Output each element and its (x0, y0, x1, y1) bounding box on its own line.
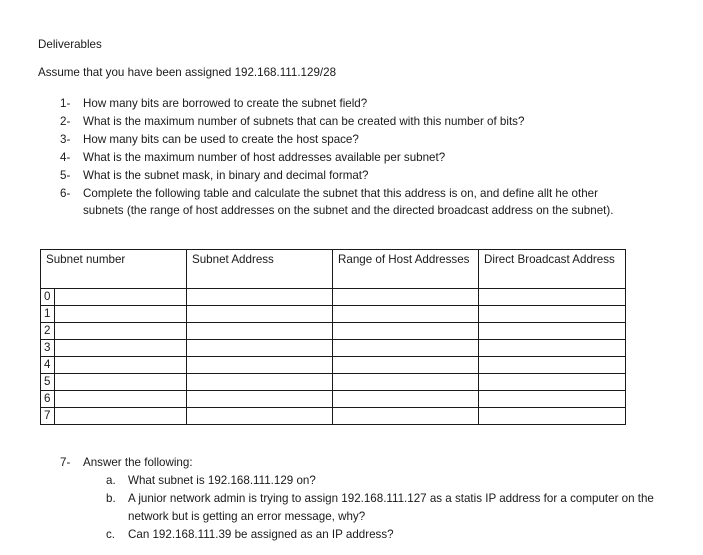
subnet-address-cell[interactable] (187, 289, 333, 306)
host-range-cell[interactable] (333, 289, 479, 306)
sub-question-letter: c. (106, 528, 116, 541)
subnet-address-cell[interactable] (187, 323, 333, 340)
subnet-address-cell[interactable] (187, 391, 333, 408)
host-range-cell[interactable] (333, 340, 479, 357)
question-list (60, 95, 640, 219)
question-7-section (60, 454, 660, 544)
question-item (60, 185, 640, 219)
sub-question-letter: a. (106, 474, 116, 487)
subnet-number-cell[interactable] (41, 408, 187, 425)
question-text: Complete the following table and calculate the subnet that this address is on, and define allt he other subnets (the range of host addresses on the subnet and the directed broadcast address on the subnet). (83, 187, 614, 217)
sub-question-item (106, 526, 660, 544)
question-item (60, 454, 660, 472)
column-header-host-range: Range of Host Addresses (333, 250, 479, 289)
table-row (41, 323, 626, 340)
subnet-index: 4 (41, 357, 55, 373)
subnet-number-cell[interactable] (41, 340, 187, 357)
subnet-index: 0 (41, 289, 55, 305)
broadcast-address-cell[interactable] (479, 374, 626, 391)
question-number: 6- (60, 187, 71, 200)
host-range-cell[interactable] (333, 306, 479, 323)
question-number: 2- (60, 115, 71, 128)
subnet-number-cell[interactable] (41, 391, 187, 408)
table-row (41, 306, 626, 323)
sub-question-item (106, 472, 660, 490)
table-row (41, 357, 626, 374)
table-header-row (41, 250, 626, 289)
column-header-broadcast-address: Direct Broadcast Address (479, 250, 626, 289)
subnet-index: 1 (41, 306, 55, 322)
sub-question-text: What subnet is 192.168.111.129 on? (128, 474, 316, 487)
question-text: What is the maximum number of subnets that can be created with this number of bits? (83, 115, 525, 128)
broadcast-address-cell[interactable] (479, 340, 626, 357)
subnet-index: 3 (41, 340, 55, 356)
question-item (60, 149, 640, 167)
table-row (41, 289, 626, 306)
subnet-address-cell[interactable] (187, 306, 333, 323)
question-number: 7- (60, 456, 71, 469)
sub-question-text: Can 192.168.111.39 be assigned as an IP address? (128, 528, 394, 541)
subnet-number-cell[interactable] (41, 323, 187, 340)
broadcast-address-cell[interactable] (479, 357, 626, 374)
column-header-subnet-address: Subnet Address (187, 250, 333, 289)
intro-paragraph: Assume that you have been assigned 192.168.111.129/28 (38, 66, 337, 79)
subnet-address-cell[interactable] (187, 374, 333, 391)
subnet-number-cell[interactable] (41, 374, 187, 391)
subnet-number-cell[interactable] (41, 306, 187, 323)
subnet-number-cell[interactable] (41, 357, 187, 374)
broadcast-address-cell[interactable] (479, 391, 626, 408)
question-number: 3- (60, 133, 71, 146)
question-number: 1- (60, 97, 71, 110)
column-header-subnet-number: Subnet number (41, 250, 187, 289)
question-item (60, 167, 640, 185)
subnet-index: 6 (41, 391, 55, 407)
question-number: 4- (60, 151, 71, 164)
subnet-index: 5 (41, 374, 55, 390)
question-text: How many bits can be used to create the host space? (83, 133, 359, 146)
host-range-cell[interactable] (333, 374, 479, 391)
table-row (41, 408, 626, 425)
broadcast-address-cell[interactable] (479, 306, 626, 323)
question-text: What is the subnet mask, in binary and decimal format? (83, 169, 369, 182)
question-number: 5- (60, 169, 71, 182)
question-text: What is the maximum number of host addresses available per subnet? (83, 151, 446, 164)
broadcast-address-cell[interactable] (479, 289, 626, 306)
broadcast-address-cell[interactable] (479, 408, 626, 425)
question-text: How many bits are borrowed to create the subnet field? (83, 97, 368, 110)
broadcast-address-cell[interactable] (479, 323, 626, 340)
document-heading: Deliverables (38, 38, 102, 51)
table-row (41, 340, 626, 357)
subnet-index: 7 (41, 408, 55, 424)
subnet-address-cell[interactable] (187, 357, 333, 374)
question-text: Answer the following: (83, 456, 193, 469)
table-row (41, 374, 626, 391)
subnet-address-cell[interactable] (187, 408, 333, 425)
subnet-table (40, 249, 626, 425)
sub-question-list (106, 472, 660, 544)
table-row (41, 391, 626, 408)
question-item (60, 131, 640, 149)
question-item (60, 95, 640, 113)
host-range-cell[interactable] (333, 391, 479, 408)
sub-question-letter: b. (106, 492, 116, 505)
subnet-address-cell[interactable] (187, 340, 333, 357)
subnet-index: 2 (41, 323, 55, 339)
sub-question-text: A junior network admin is trying to assign 192.168.111.127 as a statis IP address for a computer on the network but is getting an error message, why? (128, 492, 654, 523)
question-item (60, 113, 640, 131)
subnet-number-cell[interactable] (41, 289, 187, 306)
sub-question-item (106, 490, 660, 526)
host-range-cell[interactable] (333, 323, 479, 340)
host-range-cell[interactable] (333, 357, 479, 374)
host-range-cell[interactable] (333, 408, 479, 425)
